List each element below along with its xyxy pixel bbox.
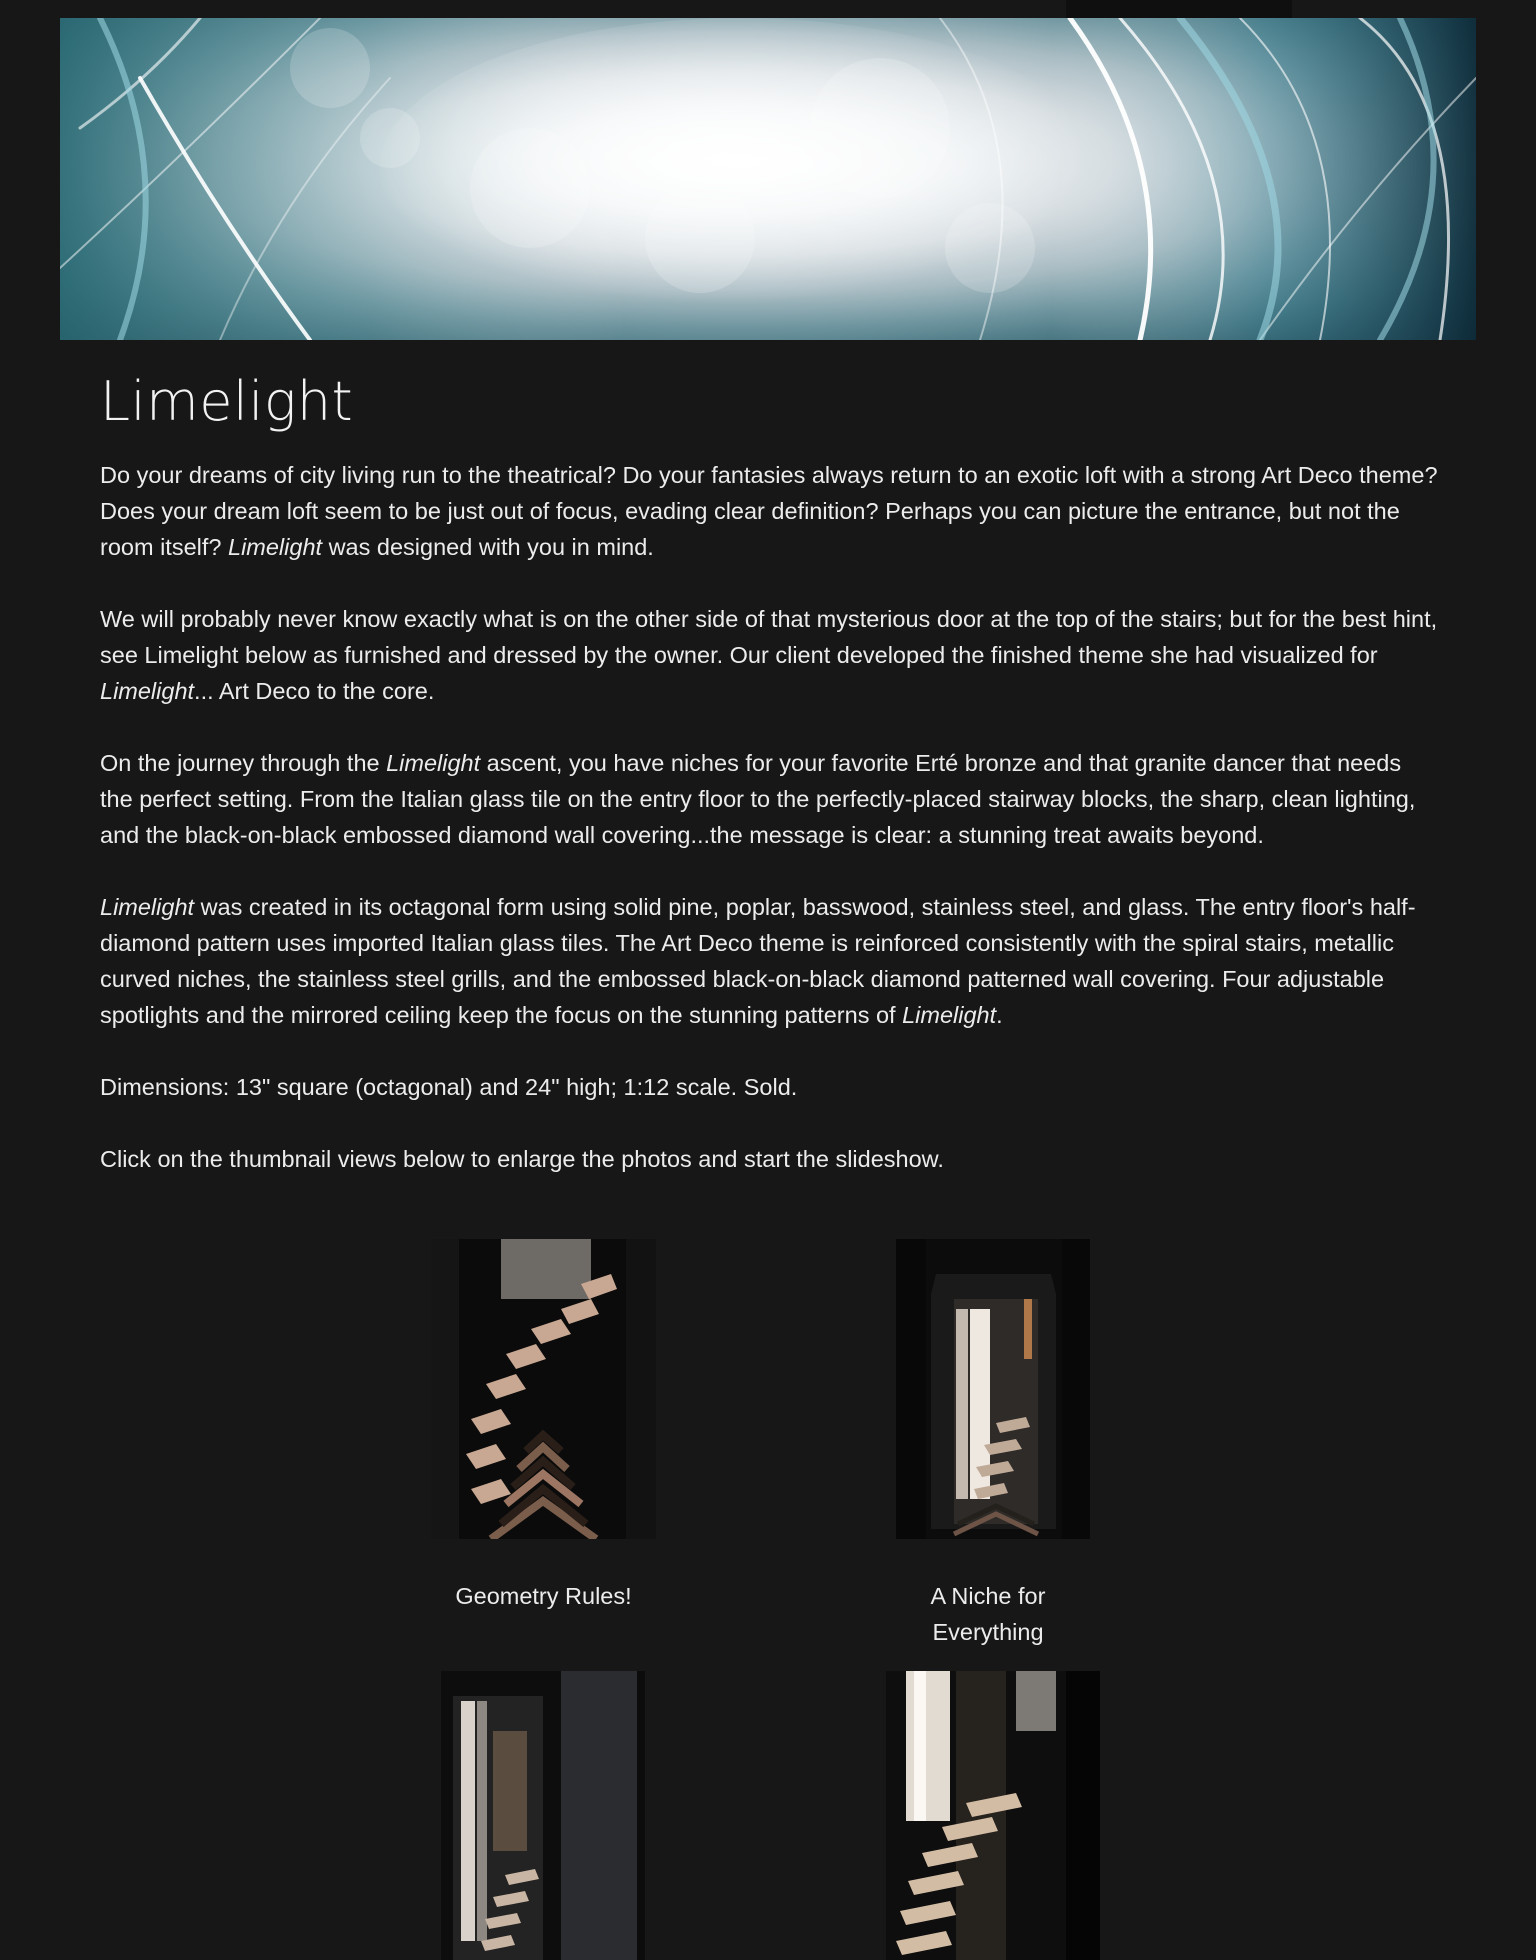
doorway-photo-image: [441, 1671, 645, 1960]
header-banner: [60, 18, 1476, 340]
thumbnail-geometry-rules[interactable]: [431, 1239, 656, 1539]
top-menu-tab[interactable]: [1066, 0, 1292, 18]
intro-paragraph-1: Do your dreams of city living run to the theatrical? Do your fantasies always return to an exotic loft with a strong Art Deco theme? Does your dream loft seem to be just out of focus, evading clear definition? Perhaps you can picture the entrance, but not the room itself? Limelight was designed with you in mind.: [100, 461, 1438, 560]
intro-paragraph-3: On the journey through the Limelight ascent, you have niches for your favorite Erté bronze and that granite dancer that needs the perfect setting. From the Italian glass tile on the entry floor to the perfectly-placed stairway blocks, the sharp, clean lighting, and the black-on-black embossed diamond wall covering...the message is clear: a stunning treat awaits beyond.: [100, 749, 1416, 848]
stairs-photo-image: [431, 1239, 656, 1539]
thumbnail-3[interactable]: [441, 1671, 645, 1960]
main-content: [100, 360, 1440, 1213]
niche-photo-image: [896, 1239, 1090, 1539]
thumbnail-4[interactable]: [886, 1671, 1100, 1960]
light-streaks-graphic: [60, 18, 1476, 340]
caption-geometry-rules: Geometry Rules!: [455, 1583, 632, 1609]
intro-paragraph-4: Limelight was created in its octagonal form using solid pine, poplar, basswood, stainless steel, and glass. The entry floor's half-diamond pattern uses imported Italian glass tiles. The Art Deco theme is reinforced consistently with the spiral stairs, metallic curved niches, the stainless steel grills, and the embossed black-on-black diamond patterned wall covering. Four adjustable spotlights and the mirrored ceiling keep the focus on the stunning patterns of Limelight.: [100, 893, 1416, 1028]
spiral-stairs-photo-image: [886, 1671, 1100, 1960]
intro-paragraph-2: We will probably never know exactly what is on the other side of that mysterious door at the top of the stairs; but for the best hint, see Limelight below as furnished and dressed by the owner. Our client developed the finished theme she had visualized for Limelight... Art Deco to the core.: [100, 605, 1438, 704]
caption-a-niche-for-everything: A Niche for Everything: [930, 1583, 1046, 1645]
dimensions-paragraph: Dimensions: 13" square (octagonal) and 24" high; 1:12 scale. Sold.: [100, 1073, 798, 1100]
slideshow-instructions: Click on the thumbnail views below to enlarge the photos and start the slideshow.: [100, 1145, 944, 1172]
thumbnail-a-niche-for-everything[interactable]: [896, 1239, 1090, 1539]
page-title: Limelight: [100, 370, 354, 433]
